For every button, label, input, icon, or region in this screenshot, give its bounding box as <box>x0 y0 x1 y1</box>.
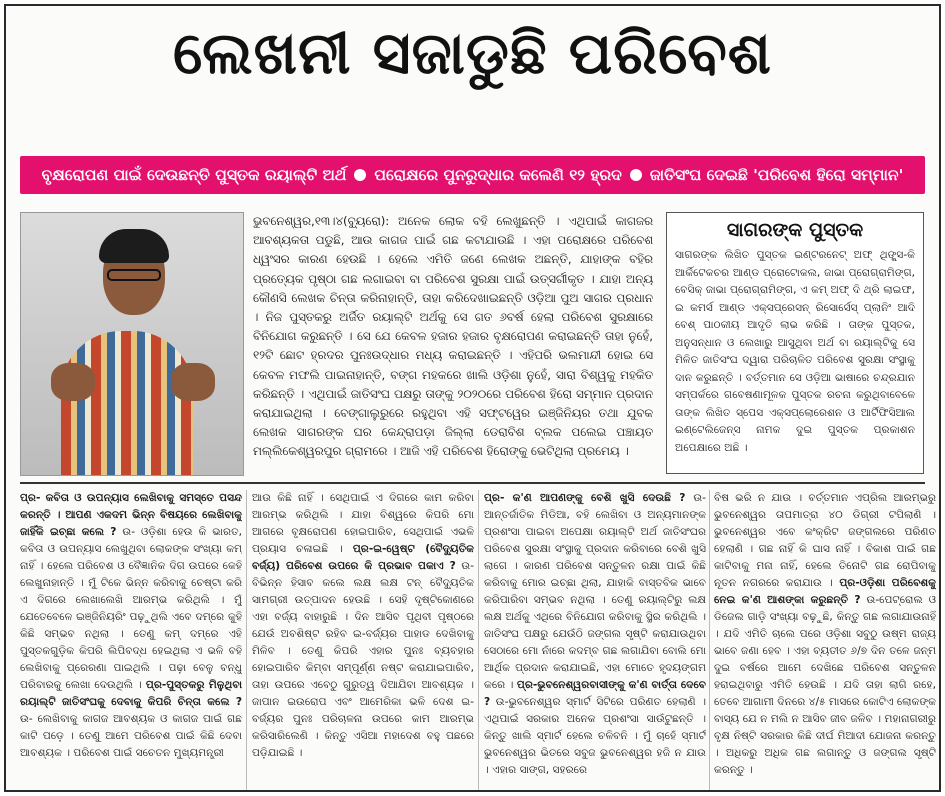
answer: ଆଉ କିଛି ନାହିଁ । ସେଥିପାଇଁ ଏ ଦିଗରେ କାମ କରିବା ଆରମ୍ଭ କରିଥିଲି । ଯାହା ବିଶ୍ୱରେ କିପରି ମୋ ଆଗରେ ବୃକ୍ଷରୋପଣ ହୋଇପାରିବ, ସେଥିପାଇଁ ଏଭଳି ପ୍ରୟାସ ଚଳାଇଛି । <box>252 492 474 555</box>
answer: ଉ- ଓଡ଼ିଶା ହେଉ କି ଭାରତ, କବିତା ଓ ଉପନ୍ୟାସ ଲେଖୁଥିବା ଲୋକଙ୍କ ସଂଖ୍ୟା କମ୍ ନାହିଁ । ହେଲେ ପରିବେଶ ଓ ବୈଜ୍ଞାନିକ ଦିଗ ଉପରେ କେହି ଲେଖୁନାହାନ୍ତି । ମୁଁ ଟିକେ ଭିନ୍ନ କରିବାକୁ ଚେଷ୍ଟା କରି ଏ ଦିଗରେ ଲେଖାଲେଖି ଆରମ୍ଭ କରିଥିଲି । ମୁଁ ଯେତେବେଳେ ଇଞ୍ଜିନିୟରିଂ ପଢ଼ୁଥିଲି ଏବେ ଦମ୍‌ରେ କୁହି କିଛି ସମ୍ଭବ ନଥିଲା । ତେଣୁ କମ୍ ଦମ୍‌ରେ ଏହି ପୁସ୍ତକଗୁଡ଼ିକ କିପରି ଲିପିବଦ୍ଧ ହେଇଥିଲା ଏ ଭଳି ବହି ଲେଖିବାକୁ ପ୍ରେରଣା ପାଇଥିଲି । ପଢ଼ା ବେଳୁ ବନ୍ଧୁ ପରିବାରକୁ ଲେଖା ଦେଉଥିଲି । <box>20 526 242 691</box>
answer: ଉ-ପେଟ୍ରୋଲ ଓ ଡିଜେଲ ଗାଡ଼ି ସଂଖ୍ୟା ବଢ଼ୁଛି, କିନ୍ତୁ ଗଛ ଲଗାଯାଉନାହିଁ । ଯଦି ଏମିତି ଚାଲେ ପରେ ଓଡ଼ିଶା ସବୁଠୁ ଉଷ୍ମ ରାଜ୍ୟ ଭାବେ ଜଣା ହେବ । ଏହା ବ୍ୟତୀତ ୬/୭ ଦିନ ତଳେ ଜନ୍ମ ଦୁଇ ବର୍ଷରେ ଆମେ ଦେଖିଛେ ପରିବେଶ ସନ୍ତୁଳନ ହରାଇଥିବାରୁ ଏମିତି ହେଉଛି । ଯଦି ତାହା ଲାଗି ରହେ, ତେବେ ଆଗାମୀ ଦିନରେ ୪/୫ ମାସରେ କୋଟିଏ ଲୋକଙ୍କ ବାସ୍ୟ ଯେ ନ ମଲି ନ ଆସିବ ଜୀବ ଜଳିବ । ମହାନାଗରୀରୁ ବୃକ୍ଷ ନିଷ୍ଟି ସରକାର କିଛି ଦୀର୍ଘ ମିଆଦୀ ଯୋଜନା କରନ୍ତୁ । ଅଧିକରୁ ଅଧିକ ଗଛ ଲଗାନ୍ତୁ ଓ ଜଙ୍ଗଲ ସୃଷ୍ଟି କରନ୍ତୁ । <box>714 594 936 776</box>
column-divider <box>246 490 247 790</box>
strap-point-2: ପରୋକ୍ଷରେ ପୁନରୁଦ୍ଧାର କଲେଣି ୧୨ ହ୍ରଦ <box>374 165 622 184</box>
answer: ଉ-ବିଭିନ୍ନ ହିସାବ କଲେ ଲକ୍ଷ ଲକ୍ଷ ଟନ୍ ବୈଦ୍ୟୁତିକ ସାମଗ୍ରୀ ଉତ୍ପାଦନ ହେଉଛି । ସେହି ଦୃଷ୍ଟିକୋଣରେ ଏହା ବର୍ଜ୍ୟ ବାହାରୁଛି । ଦିନ ଆସିବ ପୃଥିବୀ ପୃଷ୍ଠରେ ଯେଉଁ ଅବଶିଷ୍ଟ ରହିବ ଇ-ବର୍ଜ୍ୟର ପାହାଡ ଦେଖିବାକୁ ମିଳିବ । ତେଣୁ କିପରି ଏହାର ପୁନଃ ବ୍ୟବହାର ହୋଇପାରିବ କିମ୍ବା ସମ୍ପୂର୍ଣ୍ଣ ନଷ୍ଟ କରାଯାଇପାରିବ, ତାହା ଉପରେ ଏବେଠୁ ଗୁରୁତ୍ୱ ଦିଆଯିବା ଆବଶ୍ୟକ । ଜାପାନ ଇଉରୋପ ଏବଂ ଆମେରିକା ଭଳି ଦେଶ ଇ-ବର୍ଜ୍ୟର ପୁନଃ ପରିଚାଳନା ଉପରେ କାମ ଆରମ୍ଭ କରିସାରିଲେଣି । କିନ୍ତୁ ଏସିଆ ମହାଦେଶ ବହୁ ପଛରେ ପଡ଼ିଯାଇଛି । <box>252 560 474 759</box>
photo-glasses <box>107 269 161 281</box>
interview-column-4 <box>714 490 936 790</box>
sidebar-title: ସାଗରଙ୍କ ପୁସ୍ତକ <box>726 219 864 241</box>
interview-column-3 <box>484 490 706 790</box>
column-divider <box>709 490 710 790</box>
answer: ଉ-ଆନ୍ତର୍ଜାତିକ ମିଡିଆ, ବହି ଲେଖିବା ଓ ଅନ୍ୟମାନଙ୍କ ପ୍ରଶଂସା ପାଇବା ଅପେକ୍ଷା ରୟାଲ୍ଟି ଅର୍ଥ ଜାତିସଂଘର ପରିବେଶ ସୁରକ୍ଷା ସଂସ୍ଥାକୁ ପ୍ରଦାନ କରିବାରେ ବେଶି ଖୁସି ଲାଗେ । କାରଣ ପରିବେଶ ସନ୍ତୁଳନ ରକ୍ଷା ପାଇଁ କିଛି କରିବାକୁ ମୋର ଇଚ୍ଛା ଥିଲା, ଯାହାକି ବାସ୍ତବିକ ଭାବେ କରିପାରିବା ସମ୍ଭବ ନଥିଲା । ତେଣୁ ରୟାଲ୍ଟିରୁ ଲକ୍ଷ ଲକ୍ଷ ଅର୍ଥକୁ ଏଥିରେ ବିନିଯୋଗ କରିବାକୁ ସ୍ଥିର କରିଥିଲି । ଜାତିସଂଘ ପକ୍ଷରୁ ଯେଉଁଠି ଜଙ୍ଗଲ ସୃଷ୍ଟି କରାଯାଉଥିବା ସେଠାରେ ମୋ ନାଁରେ କଦମ୍ବ ଗଛ ଲଗାଯିବା ବୋଲି ମୋ ଆର୍ଥିକ ପ୍ରଦାନ କରାଯାଇଛି, ଏହା ମୋତେ ହୃଦୟଙ୍ଗମ କରେ । <box>484 492 706 691</box>
question: ପ୍ର- କବିତା ଓ ଉପନ୍ୟାସ ଲେଖିବାକୁ ସମସ୍ତେ ପସନ୍ଦ କରନ୍ତି । ଆପଣ ଏକଦମ ଭିନ୍ନ ବିଷୟରେ ଲେଖିବାକୁ ଜାହିଁକି ଇଚ୍ଛା କଲେ ? <box>20 492 242 538</box>
photo-hair <box>99 229 169 263</box>
bullet-dot-icon <box>354 169 366 181</box>
interview-column-1 <box>20 490 242 790</box>
author-photo <box>20 212 244 476</box>
question: ପ୍ର-ଇ-ୱେଷ୍ଟ (ବୈଦ୍ୟୁତିକ ବର୍ଜ୍ୟ) ପରିବେଶ ଉପରେ କି ପ୍ରଭାବ ପକାଏ ? <box>252 543 474 572</box>
section-divider <box>20 482 925 484</box>
answer: ବିଷ ଭରି ନ ଯାଉ । ବର୍ତ୍ତମାନ ଏପ୍ରିଲ ଆରମ୍ଭରୁ ଭୁବନେଶ୍ୱର ତାପମାତ୍ରା ୪୦ ଡିଗ୍ରୀ ଟପିଲାଣି । ଭୁବନେଶ୍ୱର ଏବେ କଂକ୍ରିଟ ଜଙ୍ଗଲରେ ପରିଣତ ହେଲାଣି । ଗଛ ନାହିଁ କି ଘାସ ନାହିଁ । ବିକାଶ ପାଇଁ ଗଛ କାଟିବାକୁ ମନା ନାହିଁ, ହେଲେ ତିନୋଟି ଗଛ ରୋପିବାକୁ ନୂତନ ନଗରରେ କରାଯାଉ । <box>714 492 936 589</box>
bullet-dot-icon <box>630 169 642 181</box>
interview-column-2 <box>252 490 474 790</box>
strap-banner <box>20 156 925 194</box>
sidebar-text: ସାଗରଙ୍କ ଲିଖିତ ପୁସ୍ତକ ଇଣ୍ଟରନେଟ୍ ଅଫ୍ ଥିଙ୍ଗ୍ସ-କି ଆର୍କିଟେକଚର ଆଣ୍ଡ ପ୍ରୋଟୋକଲ, ଜାଭା ପ୍ରୋଗ୍ରାମିଙ୍ଗ, ବେସିକ୍ ଜାଭା ପ୍ରୋଗ୍ରାମିଙ୍ଗ, ଏ କମ୍ ଅଫ୍ ଦି ଥ୍ରି ଲାଇଫ, ଇ କମର୍ସ ଆଣ୍ଡ ଏକ୍ସପ୍ରେସନ୍ ରିସୋର୍ସେସ୍ ପ୍ଲାନିଂ ଆଦି ବେଶ୍ ପାଠକୀୟ ଆଦୃତି ଲାଭ କରିଛି । ତାଙ୍କ ପୁସ୍ତକ, ଅନୁସନ୍ଧାନ ଓ ଲେଖାରୁ ଆସୁଥିବା ଅର୍ଥ ବା ରୟାଲ୍ଟିକୁ ସେ ମିଳିତ ଜାତିସଂଘ ଦ୍ୱାରା ପରିଚାଳିତ ପରିବେଶ ସୁରକ୍ଷା ସଂସ୍ଥାକୁ ଦାନ କରୁଛନ୍ତି । ବର୍ତ୍ତମାନ ସେ ଓଡ଼ିଆ ଭାଷାରେ ଚନ୍ଦ୍ରଯାନ ସମ୍ପର୍କରେ ଗବେଷଣାମୂଳକ ପୁସ୍ତକ ରଚନା କରୁଥିବାବେଳେ ତାଙ୍କ ଲିଖିତ ସ୍ପେସ ଏକ୍ସପ୍ଲୋରେଶନ ଓ ଆର୍ଟିଫିସିଆଲ ଇଣ୍ଟେଲିଜେନ୍ସ ନାମକ ଦୁଇ ପୁସ୍ତକ ପ୍ରକାଶନ ଅପେକ୍ଷାରେ ଅଛି । <box>675 249 915 454</box>
strap-point-1: ବୃକ୍ଷରୋପଣ ପାଇଁ ଦେଉଛନ୍ତି ପୁସ୍ତକ ରୟାଲ୍ଟି ଅର୍ଥ <box>41 165 347 184</box>
question: ପ୍ର-ପୁସ୍ତକରୁ ମିଳୁଥିବା ରୟାଲ୍ଟି ଜାତିସଂଘକୁ ଦେବାକୁ କିପରି ଚିନ୍ତା କଲେ ? <box>20 679 242 708</box>
answer: ଉ- ଲେଖିବାକୁ କାଗଜ ଆବଶ୍ୟକ ଓ କାଗଜ ପାଇଁ ଗଛ କାଟି ପଡ଼େ । ତେଣୁ ଆମେ ପରିବେଶ ପାଇଁ କିଛି ଦେବା ଆବଶ୍ୟକ । ପରିବେଶ ପାଇଁ ସଚେତନ ମୁଖ୍ୟମନ୍ତ୍ରୀ <box>20 713 242 759</box>
question: ପ୍ର- କ'ଣ ଆପଣଙ୍କୁ ବେଶି ଖୁସି ଦେଉଛି ? <box>484 492 686 504</box>
question: ପ୍ର-ଓଡ଼ିଶା ପରିବେଶକୁ ନେଇ କ'ଣ ଆଶଙ୍କା କରୁଛନ୍ତି ? <box>714 577 936 606</box>
strap-point-3: ଜାତିସଂଘ ଦେଇଛି 'ପରିବେଶ ହିରୋ ସମ୍ମାନ' <box>649 165 904 184</box>
sidebar-box <box>666 212 924 474</box>
photo-hand-left <box>51 363 95 401</box>
lead-paragraph: ଭୁବନେଶ୍ୱର,୧୩।୪(ବ୍ୟୁରୋ): ଅନେକ ଲୋକ ବହି ଲେଖୁଛନ୍ତି । ଏଥିପାଇଁ କାଗଜର ଆବଶ୍ୟକତା ପଡୁଛି, ଆଉ କାଗଜ ପାଇଁ ଗଛ କଟାଯାଉଛି । ଏହା ପରୋକ୍ଷରେ ପରିବେଶ ଧ୍ୱଂସର କାରଣ ହେଉଛି । ହେଲେ ଏମିତି ଜଣେ ଲେଖକ ଅଛନ୍ତି, ଯାହାଙ୍କ ବହିର ପ୍ରତ୍ୟେକ ପୃଷ୍ଠା ଗଛ ଲଗାଇବା ବା ପରିବେଶ ସୁରକ୍ଷା ପାଇଁ ଉତ୍ସର୍ଗୀକୃତ । ଯାହା ଅନ୍ୟ କୌଣସି ଲେଖକ ଚିନ୍ତା କରିନାହାନ୍ତି, ତାହା କରିଦେଖାଇଛନ୍ତି ଓଡ଼ିଆ ପୁଅ ସାଗର ପ୍ରଧାନ । ନିଜ ପୁସ୍ତକରୁ ଅର୍ଜିତ ରୟାଲ୍ଟି ଅର୍ଥକୁ ସେ ଗତ ୬ବର୍ଷ ହେଲା ପରିବେଶ ସୁରକ୍ଷାରେ ବିନିଯୋଗ କରୁଛନ୍ତି । ସେ ଯେ କେବଳ ହଜାର ହଜାର ବୃକ୍ଷରୋପଣ କରାଇଛନ୍ତି ତାହା ନୁହେଁ, ୧୨ଟି ଛୋଟ ହ୍ରଦର ପୁନଃଉଦ୍ଧାର ମଧ୍ୟ କରାଇଛନ୍ତି । ଏହିପରି ଭଲମାନ୍ଦୀ ହୋଇ ସେ କେବଳ ମଫଲି ପାଇନାହାନ୍ତି, ବଙ୍ଗ ମହକରେ ଖାଲି ଓଡ଼ିଶା ନୁହେଁ, ସାରା ବିଶ୍ୱକୁ ମହକିତ କରିଛନ୍ତି । ଏଥିପାଇଁ ଜାତିସଂଘ ପକ୍ଷରୁ ତାଙ୍କୁ ୨୦୨୦ରେ ପରିବେଶ ହିରୋ ସମ୍ମାନ ପ୍ରଦାନ କରାଯାଇଥିଲା । ବେଙ୍ଗାଲୁରୁରେ ରହୁଥିବା ଏହି ସଫ୍ଟୱେର ଇଞ୍ଜିନିୟର ତଥା ଯୁବକ ଲେଖକ ସାଗରଙ୍କ ଘର କେନ୍ଦ୍ରାପଡ଼ା ଜିଲ୍ଲା ଡେରାବିଶ ବ୍ଲକ ପଲେଇ ପଞ୍ଚାୟତ ମଲ୍ଲିକେଶ୍ୱରପୁର ଗ୍ରାମରେ । ଆଜି ଏହି ପରିବେଶ ହିରୋଙ୍କୁ ଭେଟିଥିଲା ପ୍ରମେୟ । <box>253 214 653 459</box>
photo-shirt <box>61 331 193 476</box>
column-divider <box>478 490 479 790</box>
answer: ଉ-ଭୁବନେଶ୍ୱର ସ୍ମାର୍ଟ ସିଟିରେ ପରିଣତ ହେଲାଣି । ଏଥିପାଇଁ ସରକାର ଅନେକ ପ୍ରଶଂସା ସାଉଁଟୁଛନ୍ତି । କିନ୍ତୁ ଖାଲି ସ୍ମାର୍ଟ ହେଲେ ଚଳିବନି । ମୁଁ ଚାହେଁ ସ୍ମାର୍ଟ ଭୁବନେଶ୍ୱର ଭିତରେ ସବୁଜ ଭୁବନେଶ୍ୱର ହଜି ନ ଯାଉ । ଏହାର ସାଙ୍ଗ, ସହରରେ <box>484 696 706 776</box>
newspaper-clipping <box>4 4 941 792</box>
question: ପ୍ର-ଭୁବନେଶ୍ୱରବାସୀଙ୍କୁ କ'ଣ ବାର୍ତ୍ତା ଦେବେ ? <box>484 679 706 708</box>
photo-hand-right <box>171 363 215 401</box>
headline: ଲେଖନୀ ସଜାଡୁଛି ପରିବେଶ <box>173 19 772 87</box>
